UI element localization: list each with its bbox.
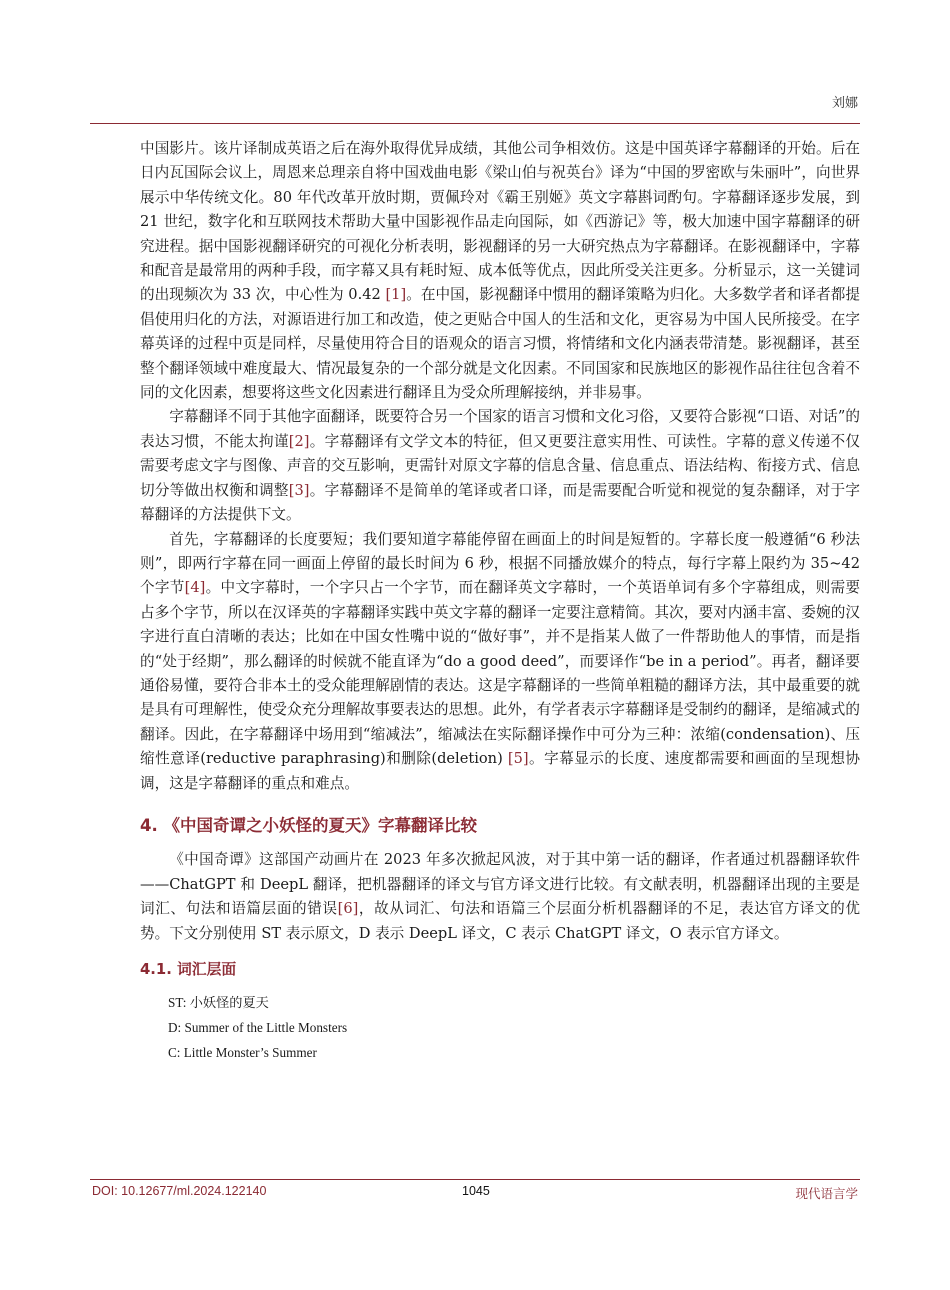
example-d: D: Summer of the Little Monsters (168, 1020, 348, 1036)
footer-doi[interactable]: DOI: 10.12677/ml.2024.122140 (92, 1184, 267, 1198)
citation-5[interactable]: [5] (507, 750, 529, 768)
article-body (140, 137, 860, 1065)
section-4-heading: 4. 《中国奇谭之小妖怪的夏天》字幕翻译比较 (140, 815, 477, 835)
example-st: ST: 小妖怪的夏天 (168, 995, 269, 1011)
header-author: 刘娜 (831, 96, 858, 111)
paragraph-2: 字幕翻译不同于其他字面翻译，既要符合另一个国家的语言习惯和文化习俗，又要符合影视“口语、对话”的表达习惯，不能太拘谨[2]。字幕翻译有文学文本的特征，但又更要注意实用性、可读性。字幕的意义传递不仅需要考虑文字与图像、声音的交互影响，更需针对原文字幕的信息含量、信息重点、语法结构、衔接方式、信息切分等做出权衡和调整[3]。字幕翻译不是简单的笔译或者口译，而是需要配合听觉和视觉的复杂翻译，对于字幕翻译的方法提供下文。 (140, 408, 860, 524)
section-4-1-heading: 4.1. 词汇层面 (140, 961, 237, 978)
citation-3[interactable]: [3] (288, 481, 310, 499)
citation-1[interactable]: [1] (385, 286, 407, 304)
citation-2[interactable]: [2] (288, 432, 310, 450)
paragraph-4: 《中国奇谭》这部国产动画片在 2023 年多次掀起风波，对于其中第一话的翻译，作者通过机器翻译软件——ChatGPT 和 DeepL 翻译，把机器翻译的译文与官方译文进行比较。有文献表明，机器翻译出现的主要是词汇、句法和语篇层面的错误[6]，故从词汇、句法和语篇三个层面分析机器翻译的不足，表达官方译文的优势。下文分别使用 ST 表示原文，D 表示 DeepL 译文，C 表示 ChatGPT 译文，O 表示官方译文。 (140, 851, 860, 942)
header-rule (90, 123, 860, 124)
footer-page-number: 1045 (462, 1184, 490, 1198)
citation-4[interactable]: [4] (184, 579, 206, 597)
paragraph-3: 首先，字幕翻译的长度要短；我们要知道字幕能停留在画面上的时间是短暂的。字幕长度一般遵循“6 秒法则”，即两行字幕在同一画面上停留的最长时间为 6 秒，根据不同播放媒介的特点，每行字幕上限约为 35~42 个字节[4]。中文字幕时，一个字只占一个字节，而在翻译英文字幕时，一个英语单词有多个字幕组成，则需要占多个字节，所以在汉译英的字幕翻译实践中英文字幕的翻译一定要注意精简。其次，要对内涵丰富、委婉的汉字进行直白清晰的表达；比如在中国女性嘴中说的“做好事”，并不是指某人做了一件帮助他人的事情，而是指的“处于经期”，那么翻译的时候就不能直译为“do a good deed”，而要译作“be in a period”。再者，翻译要通俗易懂，要符合非本土的受众能理解剧情的表达。这是字幕翻译的一些简单粗糙的翻译方法，其中最重要的就是具有可理解性，使受众充分理解故事要表达的思想。此外，有学者表示字幕翻译是受制约的翻译，是缩减式的翻译。因此，在字幕翻译中场用到“缩减法”，缩减法在实际翻译操作中可分为三种：浓缩(condensation)、压缩性意译(reductive paraphrasing)和删除(deletion) [5]。字幕显示的长度、速度都需要和画面的呈现想协调，这是字幕翻译的重点和难点。 (140, 530, 860, 792)
paragraph-1: 中国影片。该片译制成英语之后在海外取得优异成绩，其他公司争相效仿。这是中国英译字幕翻译的开始。后在日内瓦国际会议上，周恩来总理亲自将中国戏曲电影《梁山伯与祝英台》译为“中国的罗密欧与朱丽叶”，向世界展示中华传统文化。80 年代改革开放时期，贾佩玲对《霸王别姬》英文字幕斟词酌句。字幕翻译逐步发展，到 21 世纪，数字化和互联网技术帮助大量中国影视作品走向国际，如《西游记》等，极大加速中国字幕翻译的研究进程。据中国影视翻译研究的可视化分析表明，影视翻译的另一大研究热点为字幕翻译。在影视翻译中，字幕和配音是最常用的两种手段，而字幕又具有耗时短、成本低等优点，因此所受关注更多。分析显示，这一关键词的出现频次为 33 次，中心性为 0.42 [1]。在中国，影视翻译中惯用的翻译策略为归化。大多数学者和译者都提倡使用归化的方法，对源语进行加工和改造，使之更贴合中国人的生活和文化，更容易为中国人民所接受。在字幕英译的过程中页是同样，尽量使用符合目的语观众的语言习惯，将情绪和文化内涵表带清楚。影视翻译，甚至整个翻译领域中难度最大、情况最复杂的一个部分就是文化因素。不同国家和民族地区的影视作品往往包含着不同的文化因素，想要将这些文化因素进行翻译且为受众所理解接纳，并非易事。 (140, 140, 860, 402)
example-c: C: Little Monster’s Summer (168, 1045, 317, 1061)
footer-journal-name: 现代语言学 (795, 1187, 858, 1201)
citation-6[interactable]: [6] (337, 900, 359, 918)
footer-rule (90, 1179, 860, 1180)
